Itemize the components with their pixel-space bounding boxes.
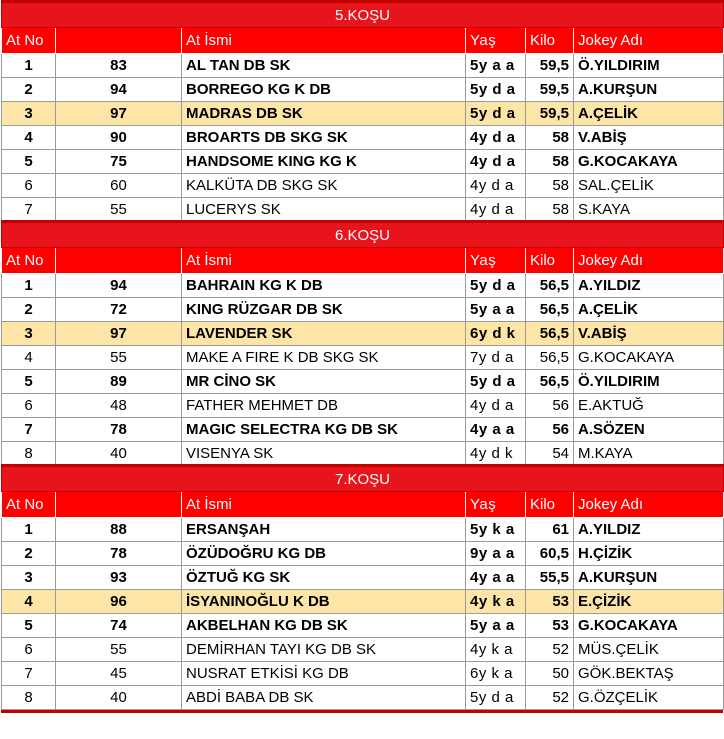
horse-kilo: 55,5 xyxy=(526,566,574,590)
horse-jockey: V.ABİŞ xyxy=(574,322,724,346)
column-header-points xyxy=(56,492,182,518)
horse-no: 7 xyxy=(2,198,56,222)
horse-name: DEMİRHAN TAYI KG DB SK xyxy=(182,638,466,662)
horse-row xyxy=(2,394,724,418)
horse-name: FATHER MEHMET DB xyxy=(182,394,466,418)
horse-no: 2 xyxy=(2,78,56,102)
column-header-age: Yaş xyxy=(466,248,526,274)
horse-jockey: A.ÇELİK xyxy=(574,298,724,322)
horse-kilo: 56 xyxy=(526,418,574,442)
horse-name: KING RÜZGAR DB SK xyxy=(182,298,466,322)
horse-row xyxy=(2,638,724,662)
horse-row xyxy=(2,686,724,710)
horse-no: 3 xyxy=(2,102,56,126)
horse-no: 4 xyxy=(2,346,56,370)
horse-pts: 83 xyxy=(56,54,182,78)
horse-name: ERSANŞAH xyxy=(182,518,466,542)
horse-no: 6 xyxy=(2,638,56,662)
horse-name: KALKÜTA DB SKG SK xyxy=(182,174,466,198)
horse-row xyxy=(2,346,724,370)
column-header-jockey: Jokey Adı xyxy=(574,492,724,518)
horse-jockey: SAL.ÇELİK xyxy=(574,174,724,198)
horse-jockey: A.YILDIZ xyxy=(574,518,724,542)
horse-age: 4y d a xyxy=(466,174,526,198)
horse-kilo: 59,5 xyxy=(526,54,574,78)
horse-no: 5 xyxy=(2,150,56,174)
horse-kilo: 54 xyxy=(526,442,574,466)
horse-no: 6 xyxy=(2,174,56,198)
horse-pts: 55 xyxy=(56,198,182,222)
horse-pts: 55 xyxy=(56,346,182,370)
horse-no: 2 xyxy=(2,542,56,566)
horse-row xyxy=(2,150,724,174)
horse-kilo: 58 xyxy=(526,174,574,198)
race-title: 7.KOŞU xyxy=(2,466,724,492)
horse-row xyxy=(2,566,724,590)
horse-row xyxy=(2,542,724,566)
horse-no: 8 xyxy=(2,686,56,710)
horse-jockey: A.KURŞUN xyxy=(574,566,724,590)
column-header-points xyxy=(56,248,182,274)
horse-no: 1 xyxy=(2,518,56,542)
horse-row xyxy=(2,590,724,614)
horse-kilo: 59,5 xyxy=(526,78,574,102)
column-header-at-no: At No xyxy=(2,248,56,274)
horse-kilo: 52 xyxy=(526,686,574,710)
horse-kilo: 56,5 xyxy=(526,322,574,346)
horse-age: 5y a a xyxy=(466,614,526,638)
column-header-row xyxy=(2,28,724,54)
horse-row xyxy=(2,126,724,150)
column-header-jockey: Jokey Adı xyxy=(574,248,724,274)
horse-age: 5y a a xyxy=(466,54,526,78)
horse-row xyxy=(2,518,724,542)
horse-name: BROARTS DB SKG SK xyxy=(182,126,466,150)
horse-age: 7y d a xyxy=(466,346,526,370)
horse-name: VISENYA SK xyxy=(182,442,466,466)
horse-age: 5y d a xyxy=(466,102,526,126)
horse-name: MR CİNO SK xyxy=(182,370,466,394)
horse-kilo: 53 xyxy=(526,590,574,614)
column-header-kilo: Kilo xyxy=(526,248,574,274)
horse-pts: 72 xyxy=(56,298,182,322)
horse-kilo: 56 xyxy=(526,394,574,418)
horse-name: HANDSOME KING KG K xyxy=(182,150,466,174)
horse-jockey: A.YILDIZ xyxy=(574,274,724,298)
horse-jockey: V.ABİŞ xyxy=(574,126,724,150)
horse-age: 4y a a xyxy=(466,566,526,590)
horse-no: 8 xyxy=(2,442,56,466)
horse-kilo: 53 xyxy=(526,614,574,638)
horse-jockey: E.ÇİZİK xyxy=(574,590,724,614)
race-table xyxy=(1,0,724,710)
horse-age: 4y d k xyxy=(466,442,526,466)
horse-jockey: G.KOCAKAYA xyxy=(574,614,724,638)
horse-name: NUSRAT ETKİSİ KG DB xyxy=(182,662,466,686)
horse-pts: 97 xyxy=(56,322,182,346)
horse-no: 7 xyxy=(2,662,56,686)
column-header-age: Yaş xyxy=(466,492,526,518)
column-header-at-no: At No xyxy=(2,28,56,54)
horse-pts: 60 xyxy=(56,174,182,198)
horse-row xyxy=(2,54,724,78)
horse-kilo: 56,5 xyxy=(526,346,574,370)
horse-jockey: G.KOCAKAYA xyxy=(574,150,724,174)
horse-pts: 89 xyxy=(56,370,182,394)
horse-pts: 88 xyxy=(56,518,182,542)
horse-no: 2 xyxy=(2,298,56,322)
horse-jockey: E.AKTUĞ xyxy=(574,394,724,418)
horse-pts: 94 xyxy=(56,78,182,102)
horse-no: 4 xyxy=(2,126,56,150)
horse-jockey: GÖK.BEKTAŞ xyxy=(574,662,724,686)
horse-name: BORREGO KG K DB xyxy=(182,78,466,102)
horse-jockey: H.ÇİZİK xyxy=(574,542,724,566)
horse-pts: 74 xyxy=(56,614,182,638)
column-header-kilo: Kilo xyxy=(526,492,574,518)
horse-row xyxy=(2,322,724,346)
horse-kilo: 52 xyxy=(526,638,574,662)
horse-row xyxy=(2,198,724,222)
horse-kilo: 59,5 xyxy=(526,102,574,126)
horse-name: ÖZTUĞ KG SK xyxy=(182,566,466,590)
horse-name: MAGIC SELECTRA KG DB SK xyxy=(182,418,466,442)
horse-age: 4y d a xyxy=(466,126,526,150)
horse-kilo: 56,5 xyxy=(526,274,574,298)
horse-jockey: G.ÖZÇELİK xyxy=(574,686,724,710)
horse-no: 1 xyxy=(2,274,56,298)
horse-no: 3 xyxy=(2,566,56,590)
race-title-row xyxy=(2,466,724,492)
column-header-points xyxy=(56,28,182,54)
horse-row xyxy=(2,274,724,298)
horse-pts: 78 xyxy=(56,418,182,442)
horse-kilo: 61 xyxy=(526,518,574,542)
horse-pts: 40 xyxy=(56,442,182,466)
horse-kilo: 60,5 xyxy=(526,542,574,566)
horse-name: İSYANINOĞLU K DB xyxy=(182,590,466,614)
column-header-row xyxy=(2,492,724,518)
horse-age: 6y k a xyxy=(466,662,526,686)
horse-row xyxy=(2,78,724,102)
horse-age: 4y d a xyxy=(466,150,526,174)
horse-name: AL TAN DB SK xyxy=(182,54,466,78)
horse-no: 5 xyxy=(2,614,56,638)
horse-age: 5y d a xyxy=(466,274,526,298)
horse-age: 4y k a xyxy=(466,590,526,614)
horse-jockey: A.ÇELİK xyxy=(574,102,724,126)
horse-name: MADRAS DB SK xyxy=(182,102,466,126)
horse-pts: 97 xyxy=(56,102,182,126)
horse-jockey: A.SÖZEN xyxy=(574,418,724,442)
horse-row xyxy=(2,298,724,322)
race-title: 6.KOŞU xyxy=(2,222,724,248)
horse-pts: 90 xyxy=(56,126,182,150)
column-header-name: At İsmi xyxy=(182,248,466,274)
column-header-age: Yaş xyxy=(466,28,526,54)
horse-jockey: A.KURŞUN xyxy=(574,78,724,102)
horse-kilo: 50 xyxy=(526,662,574,686)
horse-pts: 40 xyxy=(56,686,182,710)
horse-row xyxy=(2,370,724,394)
horse-row xyxy=(2,442,724,466)
horse-row xyxy=(2,662,724,686)
horse-pts: 96 xyxy=(56,590,182,614)
horse-kilo: 56,5 xyxy=(526,370,574,394)
race-title: 5.KOŞU xyxy=(2,2,724,28)
horse-age: 5y d a xyxy=(466,370,526,394)
horse-age: 4y k a xyxy=(466,638,526,662)
horse-pts: 94 xyxy=(56,274,182,298)
horse-no: 3 xyxy=(2,322,56,346)
horse-name: ÖZÜDOĞRU KG DB xyxy=(182,542,466,566)
column-header-name: At İsmi xyxy=(182,492,466,518)
horse-pts: 93 xyxy=(56,566,182,590)
horse-pts: 48 xyxy=(56,394,182,418)
horse-kilo: 58 xyxy=(526,150,574,174)
horse-age: 5y a a xyxy=(466,298,526,322)
race-title-row xyxy=(2,222,724,248)
horse-name: LAVENDER SK xyxy=(182,322,466,346)
horse-name: BAHRAIN KG K DB xyxy=(182,274,466,298)
column-header-row xyxy=(2,248,724,274)
column-header-kilo: Kilo xyxy=(526,28,574,54)
horse-jockey: G.KOCAKAYA xyxy=(574,346,724,370)
horse-name: LUCERYS SK xyxy=(182,198,466,222)
column-header-name: At İsmi xyxy=(182,28,466,54)
horse-jockey: Ö.YILDIRIM xyxy=(574,370,724,394)
horse-age: 5y k a xyxy=(466,518,526,542)
horse-row xyxy=(2,614,724,638)
horse-no: 4 xyxy=(2,590,56,614)
horse-name: MAKE A FIRE K DB SKG SK xyxy=(182,346,466,370)
horse-no: 5 xyxy=(2,370,56,394)
bottom-border xyxy=(1,710,723,713)
horse-jockey: Ö.YILDIRIM xyxy=(574,54,724,78)
column-header-jockey: Jokey Adı xyxy=(574,28,724,54)
horse-pts: 78 xyxy=(56,542,182,566)
horse-row xyxy=(2,418,724,442)
horse-row xyxy=(2,174,724,198)
race-title-row xyxy=(2,2,724,28)
horse-row xyxy=(2,102,724,126)
race-sheet xyxy=(1,0,723,713)
horse-kilo: 58 xyxy=(526,198,574,222)
horse-pts: 75 xyxy=(56,150,182,174)
column-header-at-no: At No xyxy=(2,492,56,518)
horse-no: 1 xyxy=(2,54,56,78)
horse-pts: 45 xyxy=(56,662,182,686)
horse-kilo: 56,5 xyxy=(526,298,574,322)
horse-name: ABDİ BABA DB SK xyxy=(182,686,466,710)
horse-jockey: S.KAYA xyxy=(574,198,724,222)
horse-jockey: M.KAYA xyxy=(574,442,724,466)
horse-no: 6 xyxy=(2,394,56,418)
horse-age: 4y a a xyxy=(466,418,526,442)
horse-name: AKBELHAN KG DB SK xyxy=(182,614,466,638)
horse-age: 9y a a xyxy=(466,542,526,566)
horse-no: 7 xyxy=(2,418,56,442)
horse-age: 6y d k xyxy=(466,322,526,346)
horse-age: 5y d a xyxy=(466,686,526,710)
horse-kilo: 58 xyxy=(526,126,574,150)
horse-age: 4y d a xyxy=(466,198,526,222)
horse-age: 5y d a xyxy=(466,78,526,102)
horse-age: 4y d a xyxy=(466,394,526,418)
horse-pts: 55 xyxy=(56,638,182,662)
horse-jockey: MÜS.ÇELİK xyxy=(574,638,724,662)
